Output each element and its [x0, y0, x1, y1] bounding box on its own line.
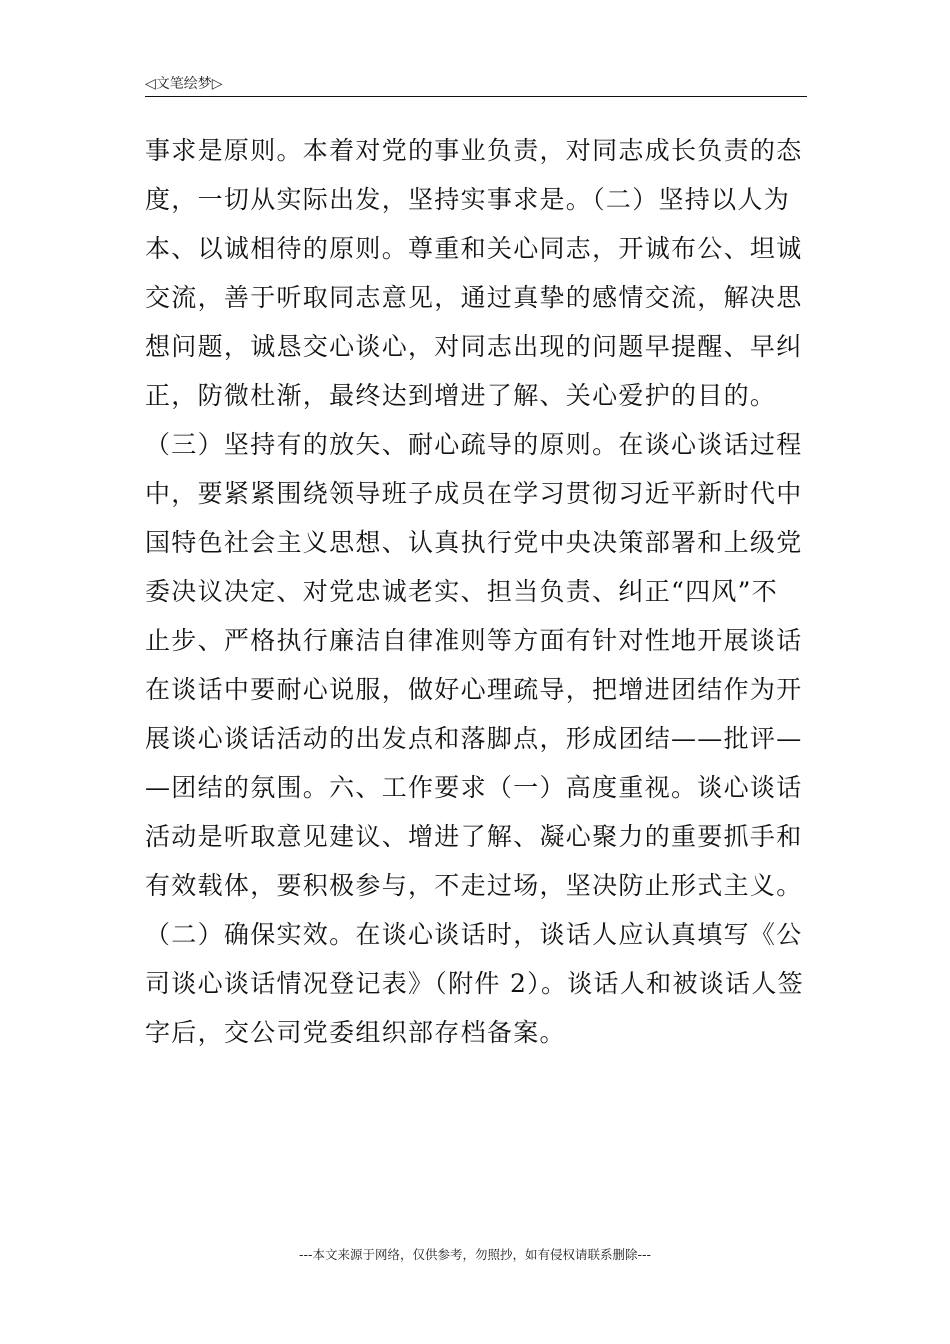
text-line: 有效载体，要积极参与，不走过场，坚决防止形式主义。 — [145, 871, 803, 900]
text-line: 委决议决定、对党忠诚老实、担当负责、纠正“四风”不 — [145, 577, 779, 606]
footer-notice: ---本文来源于网络，仅供参考，勿照抄，如有侵权请联系删除--- — [298, 1247, 652, 1262]
text-line: （二）确保实效。在谈心谈话时，谈话人应认真填写《公 — [145, 920, 803, 949]
text-line: 本、以诚相待的原则。尊重和关心同志，开诚布公、坦诚 — [145, 234, 803, 263]
text-line: 国特色社会主义思想、认真执行党中央决策部署和上级党 — [145, 528, 803, 557]
text-line: 止步、严格执行廉洁自律准则等方面有针对性地开展谈话 — [145, 626, 803, 655]
header-divider — [145, 96, 807, 97]
text-line: 司谈心谈话情况登记表》（附件 2）。谈话人和被谈话人签 — [145, 969, 804, 998]
text-line: 想问题，诚恳交心谈心，对同志出现的问题早提醒、早纠 — [145, 332, 803, 361]
text-line: 事求是原则。本着对党的事业负责，对同志成长负责的态 — [145, 136, 803, 165]
text-line: —团结的氛围。六、工作要求（一）高度重视。谈心谈话 — [145, 773, 803, 802]
document-body — [145, 126, 810, 1057]
text-line: 中，要紧紧围绕领导班子成员在学习贯彻习近平新时代中 — [145, 479, 803, 508]
text-line: 在谈话中要耐心说服，做好心理疏导，把增进团结作为开 — [145, 675, 803, 704]
text-line: 正，防微杜渐，最终达到增进了解、关心爱护的目的。 — [145, 381, 777, 410]
text-line: 展谈心谈话活动的出发点和落脚点，形成团结——批评— — [145, 724, 803, 753]
text-line: 度，一切从实际出发，坚持实事求是。（二）坚持以人为 — [145, 185, 791, 214]
page-header — [145, 74, 807, 98]
header-label: ◁文笔绘梦▷ — [145, 76, 223, 92]
text-line: 活动是听取意见建议、增进了解、凝心聚力的重要抓手和 — [145, 822, 803, 851]
text-line: 字后，交公司党委组织部存档备案。 — [145, 1018, 566, 1047]
text-line: （三）坚持有的放矢、耐心疏导的原则。在谈心谈话过程 — [145, 430, 803, 459]
text-line: 交流，善于听取同志意见，通过真挚的感情交流，解决思 — [145, 283, 803, 312]
